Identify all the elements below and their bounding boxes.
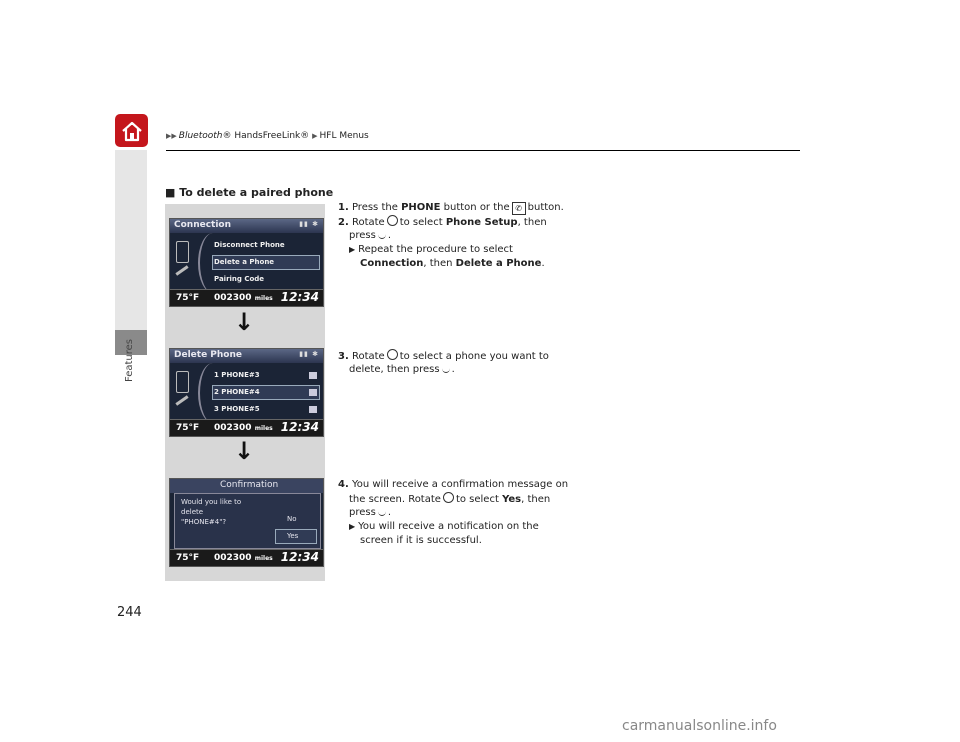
temperature: 75°F [176, 553, 200, 563]
step-1: 1. Press the PHONE button or the ✆ button. [338, 202, 564, 213]
interface-dial-icon [387, 349, 398, 360]
screen-title: Confirmation [220, 480, 279, 490]
interface-dial-icon [387, 215, 398, 226]
step-4-sub: ▶ You will receive a notification on the [349, 521, 539, 532]
step-4-line2: the screen. Rotate to select Yes, then [349, 494, 551, 505]
sub-arrow-icon: ▶ [349, 245, 356, 254]
confirmation-message-line: "PHONE#4"? [181, 518, 227, 526]
step-4-sub-line2: screen if it is successful. [360, 535, 482, 546]
confirmation-dialog [174, 493, 321, 549]
phone-button-icon: ✆ [512, 202, 526, 215]
temperature: 75°F [176, 423, 200, 433]
phone-icon [176, 241, 189, 263]
option-no: No [287, 515, 297, 523]
step-2-sub-line2: Connection, then Delete a Phone. [360, 258, 545, 269]
sidebar-strip [115, 150, 147, 340]
interface-dial-icon [443, 492, 454, 503]
header-rule [166, 150, 800, 151]
wrench-icon [175, 395, 188, 405]
status-bar [170, 289, 323, 306]
breadcrumb-arrow-icon: ▶▶ [166, 132, 177, 140]
press-dial-icon [442, 364, 450, 373]
down-arrow-icon: ↓ [234, 308, 255, 336]
menu-item-selected: 2 PHONE#4 [214, 388, 260, 396]
section-title: ■ To delete a paired phone [165, 186, 334, 199]
wrench-icon [175, 265, 188, 275]
status-bar [170, 549, 323, 566]
odometer: 002300 miles [214, 423, 273, 433]
confirmation-message-line: Would you like to [181, 498, 242, 506]
step-2-sub: ▶ Repeat the procedure to select [349, 244, 513, 255]
page-number: 244 [117, 605, 142, 620]
press-dial-icon [378, 507, 386, 516]
menu-item: 1 PHONE#3 [214, 371, 260, 379]
clock: 12:34 [280, 290, 319, 304]
breadcrumb [166, 131, 369, 141]
screen-connection [169, 218, 324, 307]
step-2: 2. Rotate to select Phone Setup, then [338, 217, 547, 228]
breadcrumb-bluetooth[interactable]: Bluetooth [178, 131, 223, 141]
breadcrumb-hfl-menus[interactable]: HFL Menus [319, 131, 369, 141]
screen-confirmation [169, 478, 324, 567]
signal-bluetooth-icon: ▮▮ ✱ [299, 220, 319, 228]
step-2-line2: press . [349, 230, 391, 241]
phone-status-icon [309, 372, 317, 379]
menu-item: 3 PHONE#5 [214, 405, 260, 413]
temperature: 75°F [176, 293, 200, 303]
down-arrow-icon: ↓ [234, 437, 255, 465]
screen-title: Connection [174, 220, 232, 230]
breadcrumb-arrow-icon: ▶ [312, 132, 318, 140]
breadcrumb-handsfreelink[interactable]: ® HandsFreeLink® [222, 131, 310, 141]
home-button[interactable] [115, 114, 148, 147]
screen-title: Delete Phone [174, 350, 243, 360]
step-3-line2: delete, then press . [349, 364, 455, 375]
signal-bluetooth-icon: ▮▮ ✱ [299, 350, 319, 358]
phone-status-icon [309, 406, 317, 413]
step-3: 3. Rotate to select a phone you want to [338, 351, 549, 362]
sub-arrow-icon: ▶ [349, 522, 356, 531]
menu-item: Pairing Code [214, 275, 265, 283]
watermark: carmanualsonline.info [622, 718, 777, 734]
confirmation-message-line: delete [181, 508, 204, 516]
step-4-line3: press . [349, 507, 391, 518]
press-dial-icon [378, 230, 386, 239]
clock: 12:34 [280, 550, 319, 564]
phone-status-icon [309, 389, 317, 396]
odometer: 002300 miles [214, 553, 273, 563]
odometer: 002300 miles [214, 293, 273, 303]
clock: 12:34 [280, 420, 319, 434]
menu-item-selected: Delete a Phone [214, 258, 275, 266]
option-yes: Yes [287, 532, 299, 540]
home-icon [120, 120, 144, 142]
screen-delete-phone [169, 348, 324, 437]
phone-icon [176, 371, 189, 393]
menu-item: Disconnect Phone [214, 241, 285, 249]
sidebar-label: Features [124, 339, 135, 382]
step-4: 4. You will receive a confirmation message on [338, 479, 569, 490]
status-bar [170, 419, 323, 436]
